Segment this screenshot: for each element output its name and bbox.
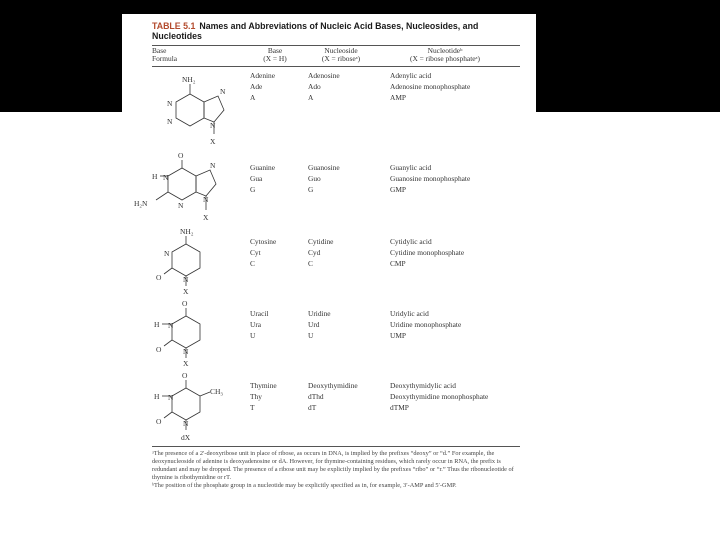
structure-label: N: [203, 195, 209, 204]
base-abbr3: Cyt: [250, 248, 261, 257]
structure-label: N: [183, 275, 189, 284]
nucleoside-abbr1: G: [308, 185, 314, 194]
structure-label: N: [168, 321, 174, 330]
nucleotide-full-name: Uridine monophosphate: [390, 320, 462, 329]
table-bottom-rule: [152, 446, 520, 447]
header-label: Formula: [152, 54, 178, 64]
structure-label: O: [156, 345, 162, 354]
base-abbr3: Thy: [250, 392, 262, 401]
header-nucleoside: [306, 47, 376, 64]
nucleotide-name: Adenylic acid: [390, 71, 432, 80]
base-name: Uracil: [250, 309, 269, 318]
base-abbr3: Gua: [250, 174, 263, 183]
footnote-b: ᵇThe position of the phosphate group in a nucleotide may be explicitly specified as in, for example, 3′-AMP and 5′-GMP.: [152, 481, 457, 489]
nucleoside-abbr1: A: [308, 93, 314, 102]
nucleoside-abbr3: Guo: [308, 174, 321, 183]
structure-label: X: [203, 213, 209, 222]
cytosine-structure-drawing: [130, 226, 230, 296]
base-cell: [250, 164, 275, 197]
table-title: [152, 21, 522, 41]
nucleotide-name: Cytidylic acid: [390, 237, 432, 246]
adenine-structure: [130, 72, 230, 148]
nucleotide-full-name: Adenosine monophosphate: [390, 82, 471, 91]
structure-label: O: [178, 151, 184, 160]
base-abbr1: C: [250, 259, 255, 268]
nucleoside-name: Adenosine: [308, 71, 340, 80]
header-bottom-rule: [152, 66, 520, 67]
structure-label: N: [210, 121, 216, 130]
structure-label: N: [167, 99, 173, 108]
nucleoside-name: Deoxythymidine: [308, 381, 358, 390]
structure-label: H: [154, 320, 160, 329]
base-abbr3: Ade: [250, 82, 263, 91]
nucleoside-abbr3: Cyd: [308, 248, 321, 257]
nucleoside-abbr1: C: [308, 259, 313, 268]
structure-label: N: [183, 419, 189, 428]
header-label: Nucleotideᵇ: [427, 46, 463, 55]
nucleotide-cell: [390, 238, 464, 271]
adenine-structure-drawing: [130, 72, 230, 148]
structure-label: dX: [181, 433, 191, 442]
base-name: Thymine: [250, 381, 277, 390]
structure-label: X: [183, 287, 189, 296]
structure-label: N: [220, 87, 226, 96]
structure-label: NH₂: [182, 75, 196, 84]
guanine-structure: [130, 150, 230, 230]
table-page: [122, 14, 536, 520]
nucleoside-abbr1: dT: [308, 403, 317, 412]
nucleotide-abbr: dTMP: [390, 403, 409, 412]
guanine-structure-drawing: [130, 150, 230, 230]
structure-label: X: [210, 137, 216, 146]
base-abbr1: T: [250, 403, 255, 412]
nucleoside-cell: [308, 238, 333, 271]
structure-label: O: [156, 417, 162, 426]
nucleoside-abbr3: Urd: [308, 320, 320, 329]
nucleoside-name: Guanosine: [308, 163, 340, 172]
nucleoside-abbr1: U: [308, 331, 314, 340]
base-abbr1: A: [250, 93, 256, 102]
base-cell: [250, 72, 275, 105]
structure-label: H: [152, 172, 158, 181]
nucleoside-cell: [308, 310, 331, 343]
structure-label: CH₃: [210, 387, 224, 396]
footnotes: [152, 450, 522, 490]
structure-label: N: [164, 249, 170, 258]
nucleoside-name: Cytidine: [308, 237, 334, 246]
table-number: TABLE 5.1: [152, 21, 196, 31]
header-label: (X = ribose phosphateᵃ): [409, 54, 481, 64]
header-label: Base: [267, 46, 283, 55]
header-base: [250, 47, 300, 64]
header-label: (X = H): [263, 54, 287, 64]
uracil-structure-drawing: [130, 298, 230, 368]
nucleotide-abbr: AMP: [390, 93, 407, 102]
structure-label: N: [168, 393, 174, 402]
header-label: Nucleoside: [324, 46, 358, 55]
nucleotide-abbr: UMP: [390, 331, 407, 340]
thymine-structure-drawing: [130, 370, 230, 442]
nucleotide-name: Deoxythymidylic acid: [390, 381, 456, 390]
table-caption: Names and Abbreviations of Nucleic Acid Bases, Nucleosides, and Nucleotides: [152, 21, 479, 41]
base-abbr1: U: [250, 331, 256, 340]
nucleotide-cell: [390, 310, 461, 343]
base-cell: [250, 238, 276, 271]
base-name: Adenine: [250, 71, 276, 80]
base-cell: [250, 382, 277, 415]
structure-label: H₂N: [134, 199, 148, 208]
nucleoside-cell: [308, 164, 340, 197]
nucleotide-cell: [390, 382, 488, 415]
structure-label: H: [154, 392, 160, 401]
header-label: Base: [152, 46, 167, 55]
structure-label: NH₂: [180, 227, 194, 236]
nucleotide-full-name: Cytidine monophosphate: [390, 248, 465, 257]
structure-label: X: [183, 359, 189, 368]
structure-label: O: [182, 299, 188, 308]
structure-label: N: [183, 347, 189, 356]
base-name: Cytosine: [250, 237, 277, 246]
thymine-structure: [130, 370, 230, 442]
footnote-a: ᵃThe presence of a 2′-deoxyribose unit in place of ribose, as occurs in DNA, is implied by the prefixes “deoxy” or “d.” For example, the deoxynucleoside of adenine is deoxyadenosine or dA. However, for thymine-containing residues, which rarely occur in RNA, the prefix is redundant and may be dropped. The presence of a ribose unit may be explicitly implied by the prefixes “ribo” or “r.” Thus the ribonucleotide of thymine is ribothymidine or rT.: [152, 450, 514, 481]
header-nucleotide: [390, 47, 500, 64]
header-label: (X = riboseᵃ): [321, 54, 361, 64]
uracil-structure: [130, 298, 230, 368]
nucleotide-full-name: Deoxythymidine monophosphate: [390, 392, 489, 401]
structure-label: O: [156, 273, 162, 282]
nucleoside-cell: [308, 72, 340, 105]
structure-label: N: [210, 161, 216, 170]
cytosine-structure: [130, 226, 230, 296]
nucleoside-abbr3: Ado: [308, 82, 321, 91]
nucleotide-abbr: CMP: [390, 259, 406, 268]
structure-label: N: [178, 201, 184, 210]
structure-label: O: [182, 371, 188, 380]
nucleotide-cell: [390, 72, 470, 105]
nucleoside-abbr3: dThd: [308, 392, 324, 401]
base-name: Guanine: [250, 163, 276, 172]
base-abbr3: Ura: [250, 320, 262, 329]
nucleotide-cell: [390, 164, 470, 197]
nucleotide-abbr: GMP: [390, 185, 407, 194]
nucleotide-full-name: Guanosine monophosphate: [390, 174, 471, 183]
nucleotide-name: Uridylic acid: [390, 309, 429, 318]
structure-label: N: [163, 173, 169, 182]
nucleoside-cell: [308, 382, 358, 415]
base-abbr1: G: [250, 185, 256, 194]
base-cell: [250, 310, 268, 343]
nucleotide-name: Guanylic acid: [390, 163, 432, 172]
nucleoside-name: Uridine: [308, 309, 331, 318]
structure-label: N: [167, 117, 173, 126]
header-base-formula: [152, 47, 177, 64]
